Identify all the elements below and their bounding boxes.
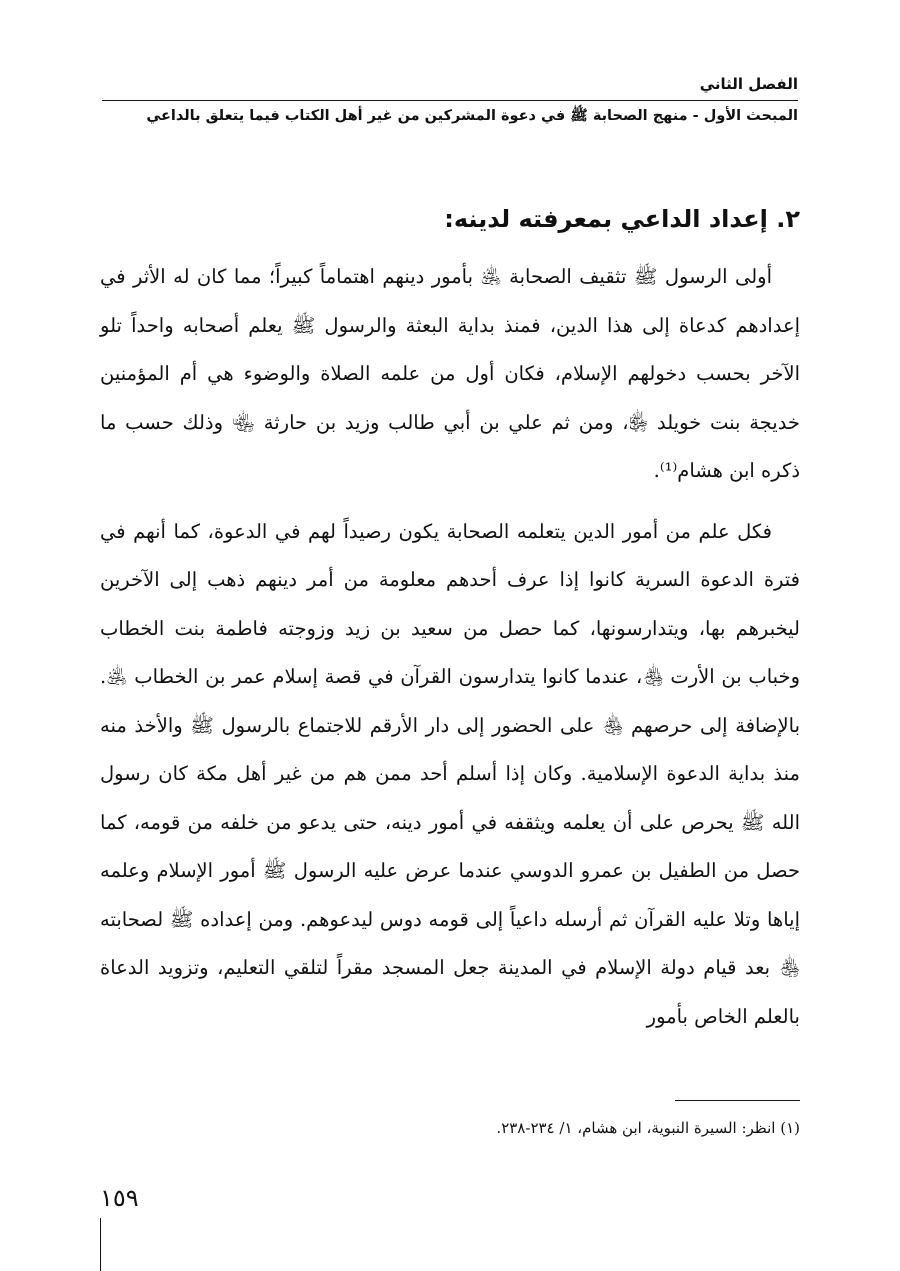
page-number-rule	[100, 1218, 101, 1271]
header-rule	[102, 100, 798, 101]
paragraph-1: أولى الرسول ﷺ تثقيف الصحابة ﵁ بأمور دينهم اهتماماً كبيراً؛ مما كان له الأثر في إعدادهم كدعاة إلى هذا الدين، فمنذ بداية البعثة والرسول ﷺ يعلم أصحابه واحداً تلو الآخر بحسب دخولهم الإسلام، فكان أول من علمه الصلاة والوضوء هي أم المؤمنين خديجة بنت خويلد ﵂، ومن ثم علي بن أبي طالب وزيد بن حارثة ﵄ وذلك حسب ما ذكره ابن هشام⁽¹⁾.	[100, 265, 800, 482]
footnote-separator	[675, 1100, 800, 1101]
chapter-title: الفصل الثاني	[699, 75, 798, 93]
paragraph-2: فكل علم من أمور الدين يتعلمه الصحابة يكون رصيداً لهم في الدعوة، كما أنهم في فترة الدعوة السرية كانوا إذا عرف أحدهم معلومة من أمر دينهم ذهب إلى الآخرين ليخبرهم بها، ويتدارسونها، كما حصل من سعيد بن زيد وزوجته فاطمة بنت الخطاب وخباب بن الأرت ﵃، عندما كانوا يتدارسون القرآن في قصة إسلام عمر بن الخطاب ﵁. بالإضافة إلى حرصهم ﵃ على الحضور إلى دار الأرقم للاجتماع بالرسول ﷺ والأخذ منه منذ بداية الدعوة الإسلامية. وكان إذا أسلم أحد ممن هم من غير أهل مكة كان رسول الله ﷺ يحرص على أن يعلمه ويثقفه في أمور دينه، حتى يدعو من خلفه من قومه، كما حصل من الطفيل بن عمرو الدوسي عندما عرض عليه الرسول ﷺ أمور الإسلام وعلمه إياها وتلا عليه القرآن ثم أرسله داعياً إلى قومه دوس ليدعوهم. ومن إعداده ﷺ لصحابته ﵃ بعد قيام دولة الإسلام في المدينة جعل المسجد مقراً لتلقي التعليم، وتزويد الدعاة بالعلم الخاص بأمور	[100, 519, 800, 1028]
footnote: (١) انظر: السيرة النبوية، ابن هشام، ١/ ٢٣٤-٢٣٨.	[496, 1119, 800, 1137]
main-text	[100, 200, 800, 1041]
page-number: ١٥٩	[100, 1184, 139, 1212]
subsection-heading: ٢. إعداد الداعي بمعرفته لدينه:	[444, 205, 800, 233]
section-title: المبحث الأول - منهج الصحابة ﷺ في دعوة المشركين من غير أهل الكتاب فيما يتعلق بالداعي	[146, 108, 798, 124]
running-head	[102, 74, 798, 128]
